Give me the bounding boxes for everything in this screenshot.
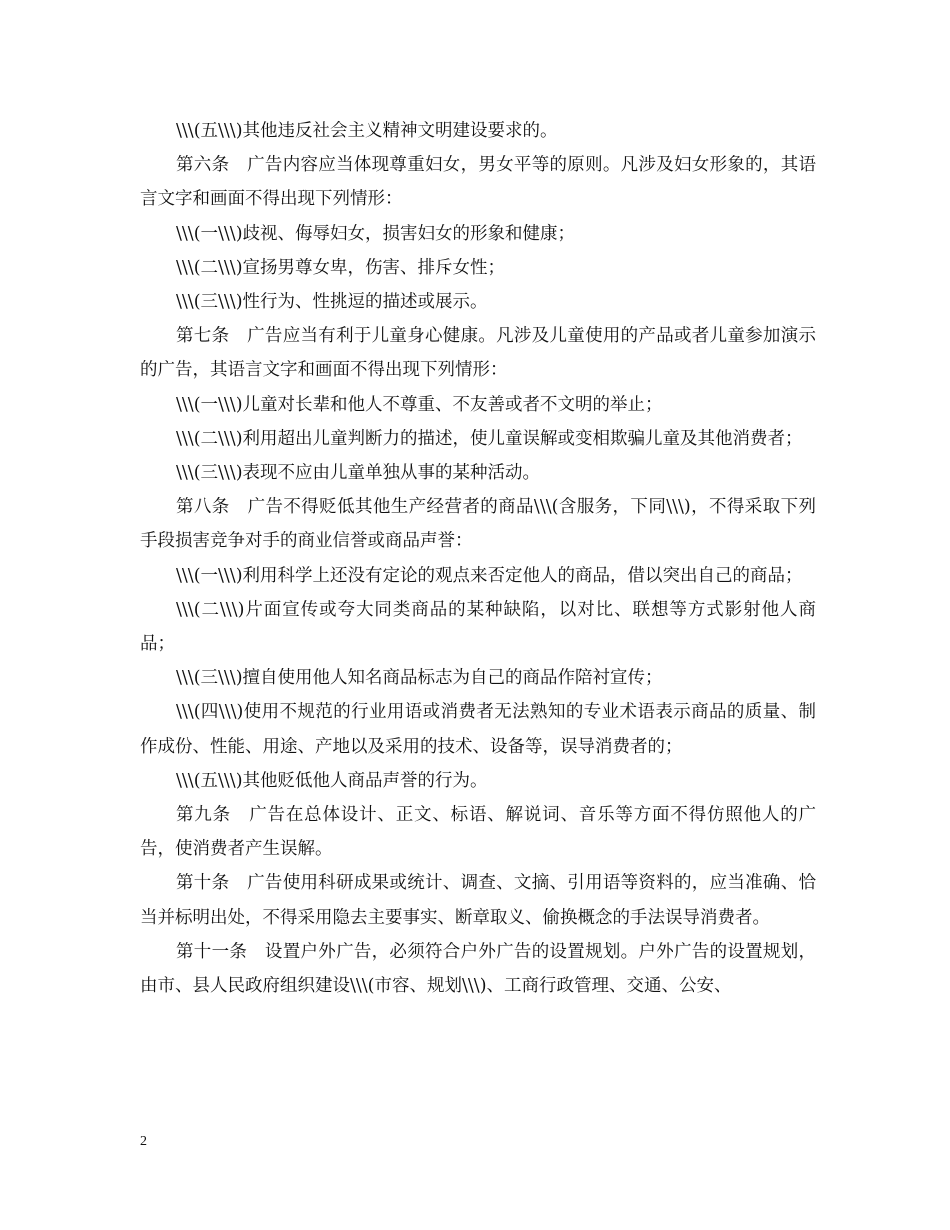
paragraph-article-8: 第八条 广告不得贬低其他生产经营者的商品\\\(含服务，下同\\\)，不得采取下列手段损害竞争对手的商业信誉或商品声誉： [140,497,816,552]
paragraph-article-10: 第十条 广告使用科研成果或统计、调查、文摘、引用语等资料的，应当准确、恰当并标明出处，不得采用隐去主要事实、断章取义、偷换概念的手法误导消费者。 [140,873,816,928]
paragraph: \\\(五\\\)其他违反社会主义精神文明建设要求的。 [176,121,558,141]
paragraph-article-11: 第十一条 设置户外广告，必须符合户外广告的设置规划。户外广告的设置规划，由市、县人民政府组织建设\\\(市容、规划\\\)、工商行政管理、交通、公安、 [140,941,816,997]
paragraph-article-7: 第七条 广告应当有利于儿童身心健康。凡涉及儿童使用的产品或者儿童参加演示的广告，其语言文字和画面不得出现下列情形： [140,326,816,381]
paragraph: \\\(四\\\)使用不规范的行业用语或消费者无法熟知的专业术语表示商品的质量、制作成份、性能、用途、产地以及采用的技术、设备等，误导消费者的； [140,702,816,757]
document-body [140,114,816,1003]
page-number: 2 [140,1134,147,1149]
paragraph: \\\(三\\\)性行为、性挑逗的描述或展示。 [176,292,488,313]
paragraph: \\\(三\\\)擅自使用他人知名商品标志为自己的商品作陪衬宣传； [176,668,663,689]
paragraph: \\\(一\\\)利用科学上还没有定论的观点来否定他人的商品，借以突出自己的商品； [176,565,803,586]
paragraph: \\\(二\\\)宣扬男尊女卑，伤害、排斥女性； [176,257,506,278]
paragraph: \\\(二\\\)片面宣传或夸大同类商品的某种缺陷，以对比、联想等方式影射他人商品； [140,599,816,655]
paragraph: \\\(二\\\)利用超出儿童判断力的描述，使儿童误解或变相欺骗儿童及其他消费者； [176,428,803,449]
paragraph-article-6: 第六条 广告内容应当体现尊重妇女，男女平等的原则。凡涉及妇女形象的，其语言文字和画面不得出现下列情形： [140,155,816,210]
paragraph-article-9: 第九条 广告在总体设计、正文、标语、解说词、音乐等方面不得仿照他人的广告，使消费者产生误解。 [140,805,816,860]
paragraph: \\\(一\\\)儿童对长辈和他人不尊重、不友善或者不文明的举止； [176,394,663,415]
paragraph: \\\(三\\\)表现不应由儿童单独从事的某种活动。 [176,463,541,484]
paragraph: \\\(五\\\)其他贬低他人商品声誉的行为。 [176,770,488,791]
paragraph: \\\(一\\\)歧视、侮辱妇女，损害妇女的形象和健康； [176,223,576,244]
